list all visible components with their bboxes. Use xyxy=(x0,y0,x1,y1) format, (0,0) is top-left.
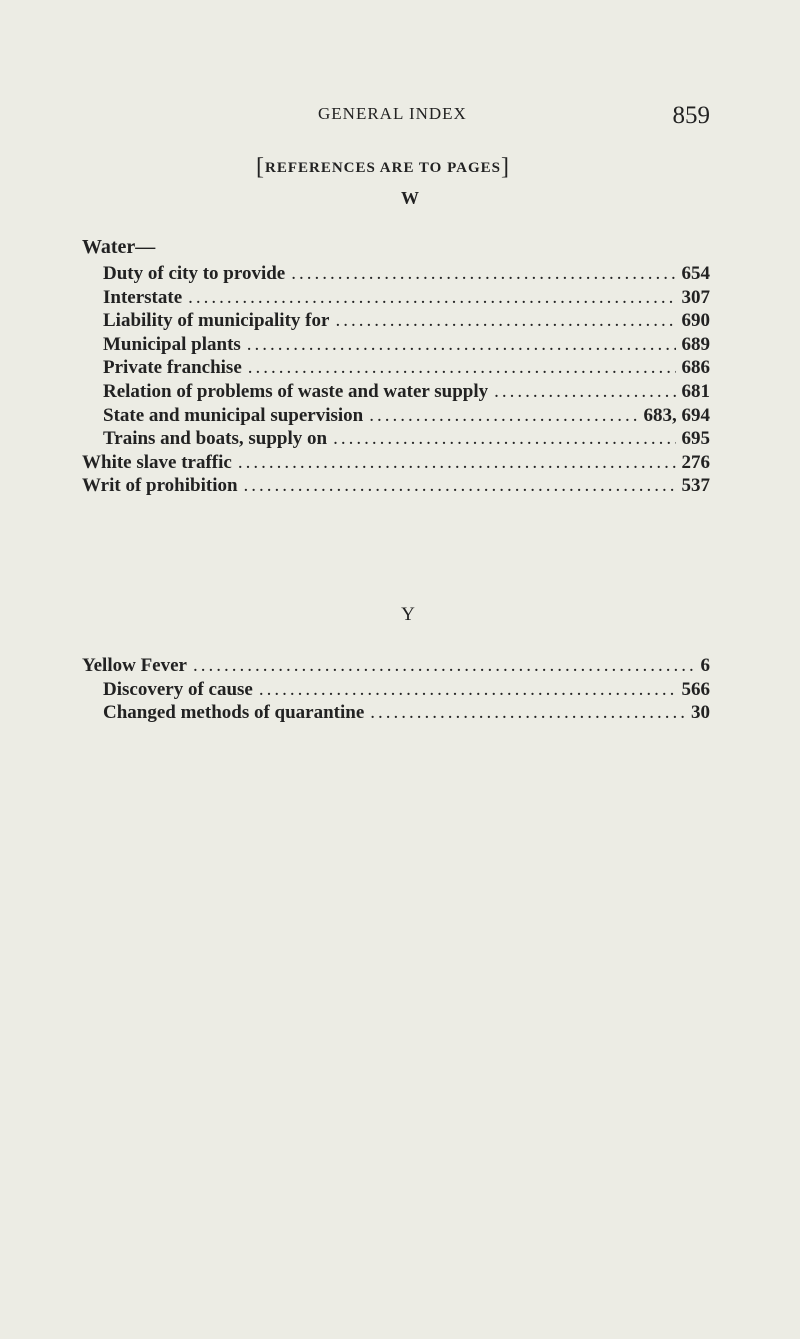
index-pages: 654 xyxy=(681,263,710,284)
leader-dots xyxy=(193,654,695,678)
index-heading-water xyxy=(82,232,710,262)
index-entry xyxy=(82,356,710,380)
leader-dots xyxy=(238,451,676,475)
running-title: GENERAL INDEX xyxy=(318,104,467,123)
section-letter-w: W xyxy=(401,188,419,208)
index-term: Writ of prohibition xyxy=(82,475,238,497)
index-pages: 681 xyxy=(681,380,710,402)
index-pages: 566 xyxy=(681,678,710,700)
page-header xyxy=(0,104,800,134)
index-entry xyxy=(82,451,710,475)
index-term: Liability of municipality for xyxy=(103,310,330,332)
leader-dots xyxy=(335,309,675,333)
index-entry xyxy=(82,474,710,498)
index-section-y xyxy=(82,654,710,725)
index-term: Discovery of cause xyxy=(103,678,253,700)
index-entry xyxy=(82,404,710,428)
index-pages: 686 xyxy=(681,357,710,379)
index-term: Interstate xyxy=(103,286,183,308)
reference-note xyxy=(256,154,510,181)
index-entry xyxy=(82,262,710,286)
reference-note-text: REFERENCES ARE TO PAGES xyxy=(265,160,501,176)
index-pages: 537 xyxy=(681,475,710,497)
index-entry xyxy=(82,286,710,310)
index-term: Trains and boats, supply on xyxy=(103,428,328,450)
index-term: Yellow Fever xyxy=(82,655,187,676)
leader-dots xyxy=(188,286,675,310)
index-term: White slave traffic xyxy=(82,451,232,473)
index-entry xyxy=(82,333,710,357)
index-entry xyxy=(82,701,710,725)
leader-dots xyxy=(259,678,676,702)
index-term: Water— xyxy=(82,236,156,258)
index-term: Municipal plants xyxy=(103,333,241,355)
leader-dots xyxy=(333,427,675,451)
leader-dots xyxy=(370,701,685,725)
index-pages: 276 xyxy=(681,451,710,473)
index-section-w xyxy=(82,232,710,498)
leader-dots xyxy=(248,356,676,380)
section-letter-y: Y xyxy=(401,604,415,625)
index-pages: 689 xyxy=(681,333,710,355)
index-pages: 683, 694 xyxy=(643,404,710,426)
leader-dots xyxy=(494,380,675,404)
index-term: Private franchise xyxy=(103,357,242,379)
index-entry xyxy=(82,380,710,404)
index-pages: 690 xyxy=(681,310,710,332)
page-number: 859 xyxy=(672,102,710,129)
index-heading-yellow-fever xyxy=(82,654,710,678)
index-entry xyxy=(82,678,710,702)
index-entry xyxy=(82,309,710,333)
index-pages: 30 xyxy=(691,702,710,724)
index-term: State and municipal supervision xyxy=(103,404,364,426)
leader-dots xyxy=(291,262,675,286)
index-term: Relation of problems of waste and water supply xyxy=(103,380,489,402)
leader-dots xyxy=(369,404,637,428)
index-term: Changed methods of quarantine xyxy=(103,702,365,724)
index-term: Duty of city to provide xyxy=(103,263,286,284)
right-bracket: ] xyxy=(500,154,510,180)
index-entry xyxy=(82,427,710,451)
leader-dots xyxy=(244,474,676,498)
left-bracket: [ xyxy=(256,154,265,180)
leader-dots xyxy=(247,333,676,357)
index-pages: 6 xyxy=(700,655,710,676)
index-pages: 695 xyxy=(681,428,710,450)
index-pages: 307 xyxy=(681,286,710,308)
